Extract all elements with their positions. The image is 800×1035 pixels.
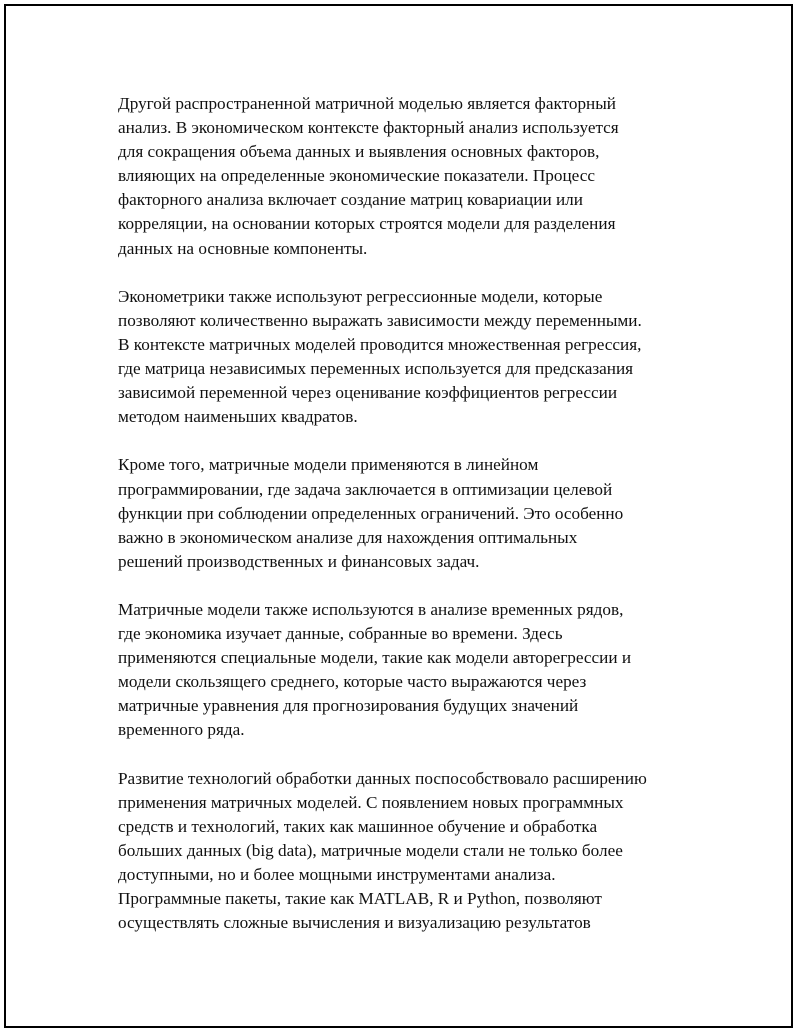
text-line: анализ. В экономическом контексте факторный анализ используется [118,118,619,138]
text-line: Программные пакеты, такие как MATLAB, R и Python, позволяют [118,889,602,909]
text-line: Другой распространенной матричной моделью является факторный [118,94,616,113]
paragraph-time-series [118,598,698,743]
text-line: корреляции, на основании которых строятся модели для разделения [118,214,616,234]
text-line: влияющих на определенные экономические показатели. Процесс [118,166,595,186]
paragraph-factor-analysis [118,92,698,261]
text-line: матричные уравнения для прогнозирования будущих значений [118,696,579,716]
text-line: осуществлять сложные вычисления и визуализацию результатов [118,913,591,933]
text-line: Развитие технологий обработки данных поспособствовало расширению [118,768,647,788]
text-line: Кроме того, матричные модели применяются в линейном [118,455,539,475]
paragraph-regression [118,285,698,430]
text-line: для сокращения объема данных и выявления основных факторов, [118,142,600,162]
text-line: средств и технологий, таких как машинное обучение и обработка [118,816,598,836]
text-line: применяются специальные модели, такие как модели авторегрессии и [118,648,632,668]
text-line: применения матричных моделей. С появлением новых программных [118,792,624,812]
text-line: модели скользящего среднего, которые часто выражаются через [118,672,587,692]
text-line: где матрица независимых переменных используется для предсказания [118,359,634,379]
text-line: программировании, где задача заключается в оптимизации целевой [118,479,613,499]
text-line: методом наименьших квадратов. [118,407,358,427]
text-line: функции при соблюдении определенных ограничений. Это особенно [118,503,624,523]
text-line: важно в экономическом анализе для нахождения оптимальных [118,527,578,547]
text-line: решений производственных и финансовых задач. [118,551,480,571]
text-line: В контексте матричных моделей проводится множественная регрессия, [118,334,642,354]
text-line: временного ряда. [118,720,245,740]
text-line: данных на основные компоненты. [118,238,368,258]
paragraph-data-technologies [118,767,698,936]
paragraph-linear-programming [118,453,698,573]
text-line: Эконометрики также используют регрессионные модели, которые [118,286,603,306]
text-line: факторного анализа включает создание матриц ковариации или [118,190,583,210]
document-body [118,92,698,959]
text-line: позволяют количественно выражать зависимости между переменными. [118,310,642,330]
text-line: больших данных (big data), матричные модели стали не только более [118,840,623,860]
text-line: где экономика изучает данные, собранные во времени. Здесь [118,624,563,644]
text-line: зависимой переменной через оценивание коэффициентов регрессии [118,383,618,403]
text-line: доступными, но и более мощными инструментами анализа. [118,865,556,884]
text-line: Матричные модели также используются в анализе временных рядов, [118,599,624,619]
